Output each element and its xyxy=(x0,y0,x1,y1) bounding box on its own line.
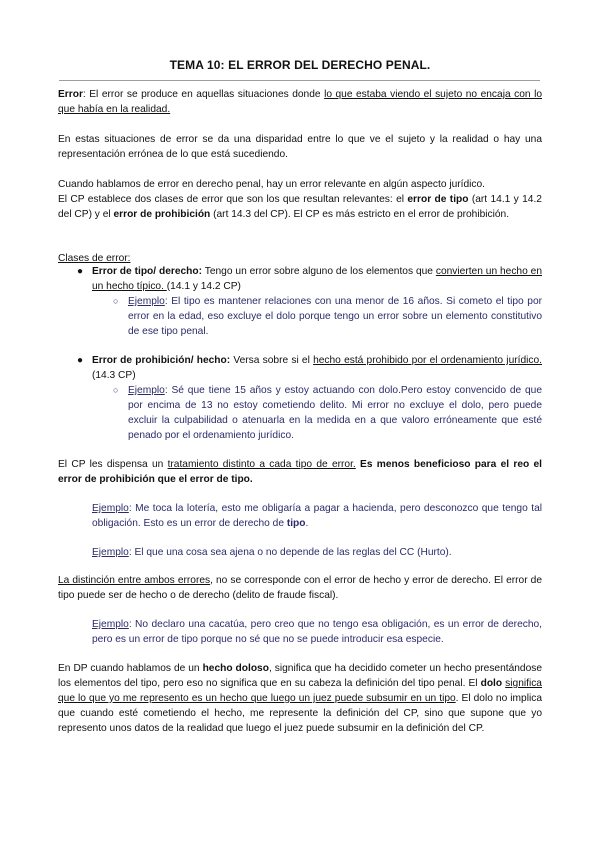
paragraph-distincion xyxy=(58,573,542,603)
circle-bullet-icon: ○ xyxy=(113,296,119,306)
example-hurto xyxy=(92,545,542,560)
paragraph-disparity: En estas situaciones de error se da una disparidad entre lo que ve el sujeto y la realidad o hay una representación errónea de lo que está sucediendo. xyxy=(58,134,542,160)
example-loteria xyxy=(92,501,542,531)
item1-underlined: convierten un hecho en un hecho típico. xyxy=(92,266,542,292)
item1-text-a: Tengo un error sobre alguno de los elementos que xyxy=(202,266,436,277)
item2-example-text: : Sé que tiene 15 años y estoy actuando con dolo.Pero estoy convencido de que por encima de 13 no estoy cometiendo delito. Mi error no excluye el dolo, pero puede excluir la culpabilidad o atenuarla en la medida en a que valoro erróneamente que esté penado por el ordenamiento jurídico. xyxy=(128,385,542,441)
item1-text-b: (14.1 y 14.2 CP) xyxy=(166,281,241,292)
p4-underlined: tratamiento distinto a cada tipo de error. xyxy=(167,459,356,470)
list-item-error-prohibicion xyxy=(92,353,542,383)
error-label: Error xyxy=(58,89,83,100)
example-cacatua xyxy=(92,617,542,647)
ex1-text-a: : Me toca la lotería, esto me obligaría a pagar a hacienda, pero desconozco que tengo tal obligación. Esto es un error de derecho de xyxy=(92,503,542,529)
ex3-text-a: : No declaro una cacatúa, pero creo que no tengo esa obligación, es un error de derecho, pero es un error de tipo porque no sé que no se puede introducir esa especie. xyxy=(92,619,542,645)
ex2-text-a: : El que una cosa sea ajena o no depende de las reglas del CC (Hurto). xyxy=(128,547,452,558)
p4-text-a: El CP les dispensa un xyxy=(58,459,168,470)
intro-text-c: (art 14.3 del CP). El CP es más estricto en el error de prohibición. xyxy=(210,209,510,220)
clases-heading-text: Clases de error: xyxy=(58,253,131,264)
p5-text-a: , no se corresponde con el error de hecho y error de derecho. El error de tipo puede ser de hecho o de derecho (delito de fraude fiscal). xyxy=(58,575,542,601)
item2-text-a: Versa sobre si el xyxy=(230,355,314,366)
item2-text-b: (14.3 CP) xyxy=(92,370,136,381)
intro-text-a: El CP establece dos clases de error que son los que resultan relevantes: el xyxy=(58,194,408,205)
list-subitem-example-tipo xyxy=(128,294,542,339)
p6-text-b: , significa que ha decidido cometer un hecho presentándose los elementos del tipo, pero eso no significa que en su cabeza la definición del tipo penal. El xyxy=(58,663,543,689)
error-underlined: lo que estaba viendo el sujeto no encaja con lo que había en la realidad. xyxy=(58,89,542,115)
item1-example-text: : El tipo es mantener relaciones con una menor de 16 años. Si cometo el tipo por error en la edad, eso excluye el dolo porque tengo un error sobre un elemento constitutivo de ese tipo penal. xyxy=(128,296,542,337)
bullet-icon: ● xyxy=(77,266,84,277)
ex3-label: Ejemplo xyxy=(92,619,129,630)
circle-bullet-icon: ○ xyxy=(113,385,119,395)
intro-text-b: (art 14.1 y 14.2 del CP) y el xyxy=(58,194,542,220)
ex1-bold: tipo xyxy=(286,518,306,529)
paragraph-error-classes-intro xyxy=(58,177,542,222)
item2-term: Error de prohibición/ hecho: xyxy=(92,355,231,366)
ex1-text-b: . xyxy=(305,518,309,529)
paragraph-tratamiento xyxy=(58,457,542,487)
item1-term: Error de tipo/ derecho: xyxy=(92,266,203,277)
ex1-label: Ejemplo xyxy=(92,503,129,514)
error-text: : El error se produce en aquellas situaciones donde xyxy=(82,89,325,100)
bullet-icon: ● xyxy=(77,355,84,366)
p6-underlined: significa que lo que yo me represento es un hecho que luego un juez puede subsumir en un tipo xyxy=(58,678,542,704)
item2-underlined: hecho está prohibido por el ordenamiento jurídico. xyxy=(313,355,542,366)
item2-example-label: Ejemplo xyxy=(128,385,165,396)
intro-line: Cuando hablamos de error en derecho penal, hay un error relevante en algún aspecto jurídico. xyxy=(58,179,486,190)
paragraph-error-definition xyxy=(58,87,542,117)
item1-example-label: Ejemplo xyxy=(128,296,165,307)
paragraph-hecho-doloso xyxy=(58,661,542,736)
list-subitem-example-prohibicion xyxy=(128,383,542,443)
dolo-term: dolo xyxy=(480,678,503,689)
p5-underlined: La distinción entre ambos errores xyxy=(58,575,211,586)
p6-text-d: . El dolo no implica que cuando esté cometiendo el hecho, me represente la definición del CP, sino que supone que yo represento unos datos de la realidad que luego el juez puede subsumir en la definición del CP. xyxy=(58,693,542,734)
title-divider xyxy=(59,80,540,81)
error-de-prohibicion-term: error de prohibición xyxy=(113,209,211,220)
list-item-error-tipo xyxy=(92,264,542,294)
error-de-tipo-term: error de tipo xyxy=(407,194,469,205)
p4-bold: Es menos beneficioso para el reo el error de prohibición que el error de tipo. xyxy=(58,459,542,485)
page-title: TEMA 10: EL ERROR DEL DERECHO PENAL. xyxy=(169,58,431,72)
p6-text-a: En DP cuando hablamos de un xyxy=(58,663,203,674)
ex2-label: Ejemplo xyxy=(92,547,129,558)
hecho-doloso-term: hecho doloso xyxy=(202,663,269,674)
